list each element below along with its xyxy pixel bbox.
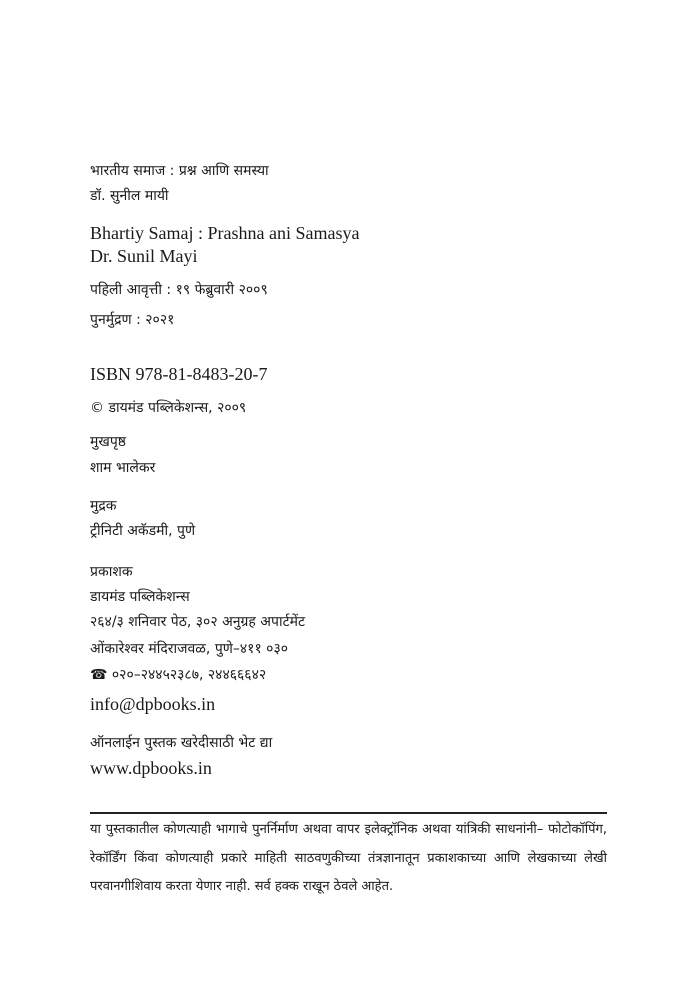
- phone-numbers: ०२०–२४४५२३८७, २४४६६६४२: [111, 667, 267, 683]
- phone-line: [90, 668, 266, 682]
- publisher-label: प्रकाशक: [90, 564, 133, 580]
- publisher-name: डायमंड पब्लिकेशन्स: [90, 589, 190, 605]
- author-marathi: डॉ. सुनील मायी: [90, 188, 169, 204]
- printer: ट्रीनिटी अकॅडमी, पुणे: [90, 523, 196, 539]
- copyright: © डायमंड पब्लिकेशन्स, २००९: [90, 400, 247, 416]
- online-label: ऑनलाईन पुस्तक खरेदीसाठी भेट द्या: [90, 735, 273, 751]
- cover-artist: शाम भालेकर: [90, 460, 156, 476]
- author-english: Dr. Sunil Mayi: [90, 246, 198, 266]
- phone-icon: ☎: [90, 667, 108, 683]
- reprint: पुनर्मुद्रण : २०२१: [90, 312, 175, 328]
- address-line2: ओंकारेश्वर मंदिराजवळ, पुणे–४११ ०३०: [90, 641, 289, 657]
- cover-label: मुखपृष्ठ: [90, 434, 127, 450]
- printer-label: मुद्रक: [90, 498, 117, 514]
- address-line1: २६४/३ शनिवार पेठ, ३०२ अनुग्रह अपार्टमेंट: [90, 614, 306, 630]
- title-english: Bhartiy Samaj : Prashna ani Samasya: [90, 223, 360, 243]
- divider: [90, 812, 607, 814]
- first-edition: पहिली आवृत्ती : १९ फेब्रुवारी २००९: [90, 282, 268, 298]
- website-link[interactable]: www.dpbooks.in: [90, 758, 212, 778]
- title-marathi: भारतीय समाज : प्रश्न आणि समस्या: [90, 163, 269, 179]
- email-link[interactable]: info@dpbooks.in: [90, 694, 216, 714]
- footer-notice: या पुस्तकातील कोणत्याही भागाचे पुनर्निर्माण अथवा वापर इलेक्ट्रॉनिक अथवा यांत्रिकी साधनांनी– फोटोकॉपिंग, रेकॉर्डिंग किंवा कोणत्याही प्रकारे माहिती साठवणुकीच्या तंत्रज्ञानातून प्रकाशकाच्या आणि लेखकाच्या लेखी परवानगीशिवाय करता येणार नाही. सर्व हक्क राखून ठेवले आहेत.: [90, 822, 607, 894]
- isbn: ISBN 978-81-8483-20-7: [90, 364, 268, 384]
